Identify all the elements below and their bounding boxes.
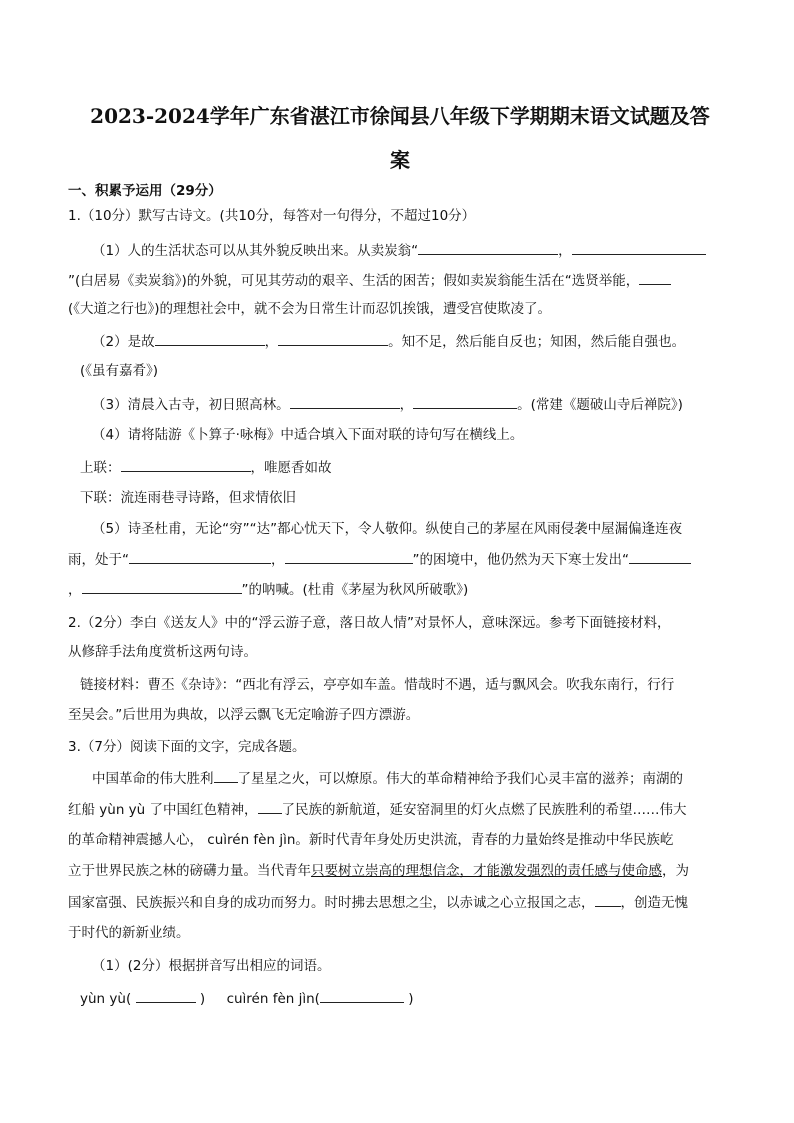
answer-blank[interactable]	[320, 988, 404, 1003]
q3-para2-text-b: 了民族的新航道，延安窑洞里的灯火点燃了民族胜利的希望……伟大	[281, 802, 687, 818]
answer-blank[interactable]	[82, 579, 242, 594]
page-title-line1: 2023-2024学年广东省湛江市徐闻县八年级下学期期末语文试题及答	[90, 104, 710, 128]
answer-blank[interactable]	[155, 331, 265, 346]
comma: ，	[558, 243, 572, 259]
answer-blank[interactable]	[629, 549, 691, 564]
q1-p4-prompt: （4）请将陆游《卜算子·咏梅》中适合填入下面对联的诗句写在横线上。	[92, 427, 524, 443]
answer-blank[interactable]	[214, 768, 238, 783]
q1-p5-line2	[68, 549, 738, 570]
answer-blank[interactable]	[595, 892, 621, 907]
q3-para-line1	[92, 768, 762, 789]
q3-para-line5	[68, 892, 738, 913]
q1-p3-line	[92, 394, 762, 415]
q1-p1-line3: (《大道之行也》)的理想社会中，就不会为日常生计而忍饥挨饿，遭受宫使欺凌了。	[68, 301, 552, 317]
answer-blank[interactable]	[285, 549, 413, 564]
answer-blank[interactable]	[572, 240, 706, 255]
q3-para-line2	[68, 799, 738, 820]
comma: ，	[399, 397, 414, 413]
q1-stem: 1.（10分）默写古诗文。(共10分，每答对一句得分，不超过10分）	[68, 208, 476, 224]
q1-p2-text-a: （2）是故	[92, 334, 155, 350]
q1-p2-line1	[92, 331, 762, 352]
paren-close: )	[199, 991, 206, 1007]
comma: ，	[271, 552, 285, 568]
underlined-sentence: 只要树立崇高的理想信念，才能激发强烈的责任感与使命感	[311, 863, 662, 879]
q3-para1-text-a: 中国革命的伟大胜利	[92, 771, 214, 787]
q3-stem: 3.（7分）阅读下面的文字，完成各题。	[68, 739, 306, 755]
answer-blank[interactable]	[413, 394, 517, 409]
q1-p4-lower: 下联：流连雨巷寻诗路，但求情依旧	[80, 490, 296, 506]
comma: ，	[68, 582, 82, 598]
q1-p2-source: (《虽有嘉肴》)	[80, 363, 159, 379]
q1-p1-text-b: ”(白居易《卖炭翁》)的外貌，可见其劳动的艰辛、生活的困苦；假如卖炭翁能生活在“选贤举能，	[68, 273, 640, 289]
q2-link-line1: 链接材料：曹丕《杂诗》：“西北有浮云，亭亭如车盖。惜哉时不遇，适与飘风会。吹我东南行，行行	[80, 677, 675, 693]
q3-para5-text-b: ，创造无愧	[620, 895, 688, 911]
q1-p5-text-c: ”的呐喊。(杜甫《茅屋为秋风所破歌》)	[241, 582, 469, 598]
answer-blank[interactable]	[639, 270, 671, 285]
q2-stem-line2: 从修辞手法角度赏析这两句诗。	[68, 644, 257, 660]
q3-para-line4	[68, 861, 738, 881]
q1-p3-text-b: 。(常建《题破山寺后禅院》)	[517, 397, 683, 413]
page-title-line2: 案	[390, 148, 410, 172]
q1-p1-line2	[68, 270, 738, 291]
q3-para-line6: 于时代的新新业绩。	[68, 925, 190, 941]
section-heading: 一、积累予运用（29分）	[68, 183, 222, 199]
answer-blank[interactable]	[290, 394, 400, 409]
answer-blank[interactable]	[136, 988, 196, 1003]
q1-p5-text-b2: ”的困境中，他仍然为天下寒士发出“	[412, 552, 629, 568]
q1-p2-text-b: 。知不足，然后能自反也；知困，然后能自强也。	[388, 334, 686, 350]
q1-p5-text-b1: 雨，处于“	[68, 552, 129, 568]
q3-para-line3: 的革命精神震撼人心， cuìrén fèn jìn。新时代青年身处历史洪流，青春的力量始终是推动中华民族屹	[68, 832, 674, 848]
q1-p5-line3	[68, 579, 738, 600]
q3-para1-text-b: 了星星之火，可以燎原。伟大的革命精神给予我们心灵丰富的滋养；南湖的	[237, 771, 683, 787]
q1-p4-upper	[80, 457, 750, 478]
pinyin1-label: yùn yù(	[80, 991, 132, 1007]
pinyin2-label: cuìrén fèn jìn(	[226, 991, 320, 1007]
q3-sub1: （1）(2分）根据拼音写出相应的词语。	[92, 958, 331, 974]
q3-para2-text-a: 红船 yùn yù 了中国红色精神，	[68, 802, 258, 818]
upper-tail: ，唯愿香如故	[250, 460, 332, 476]
q1-p5-line1: （5）诗圣杜甫，无论“穷”“达”都心忧天下，令人敬仰。纵使自己的茅屋在风雨侵袭中屋漏偏逢连夜	[92, 521, 683, 537]
q3-para4-text-b: ，为	[662, 863, 689, 879]
q2-link-line2: 至吴会。”后世用为典故，以浮云飘飞无定喻游子四方漂游。	[68, 707, 420, 723]
upper-label: 上联：	[80, 460, 121, 476]
answer-blank[interactable]	[258, 799, 282, 814]
comma: ，	[264, 334, 279, 350]
q3-para4-text-a: 立于世界民族之林的磅礴力量。当代青年	[68, 863, 311, 879]
q3-para5-text-a: 国家富强、民族振兴和自身的成功而努力。时时拂去思想之尘，以赤诚之心立报国之志，	[68, 895, 595, 911]
answer-blank[interactable]	[121, 457, 251, 472]
paren-close: )	[408, 991, 414, 1007]
q2-stem-line1: 2.（2分）李白《送友人》中的“浮云游子意，落日故人情”对景怀人，意味深远。参考下面链接材料，	[68, 615, 671, 631]
answer-blank[interactable]	[418, 240, 558, 255]
q1-p1-text-a: （1）人的生活状态可以从其外貌反映出来。从卖炭翁“	[92, 243, 419, 259]
q1-p1-line1	[92, 240, 762, 261]
q1-p3-text-a: （3）清晨入古寺，初日照高林。	[92, 397, 290, 413]
q3-pinyin-row	[80, 988, 750, 1009]
answer-blank[interactable]	[129, 549, 271, 564]
answer-blank[interactable]	[278, 331, 388, 346]
